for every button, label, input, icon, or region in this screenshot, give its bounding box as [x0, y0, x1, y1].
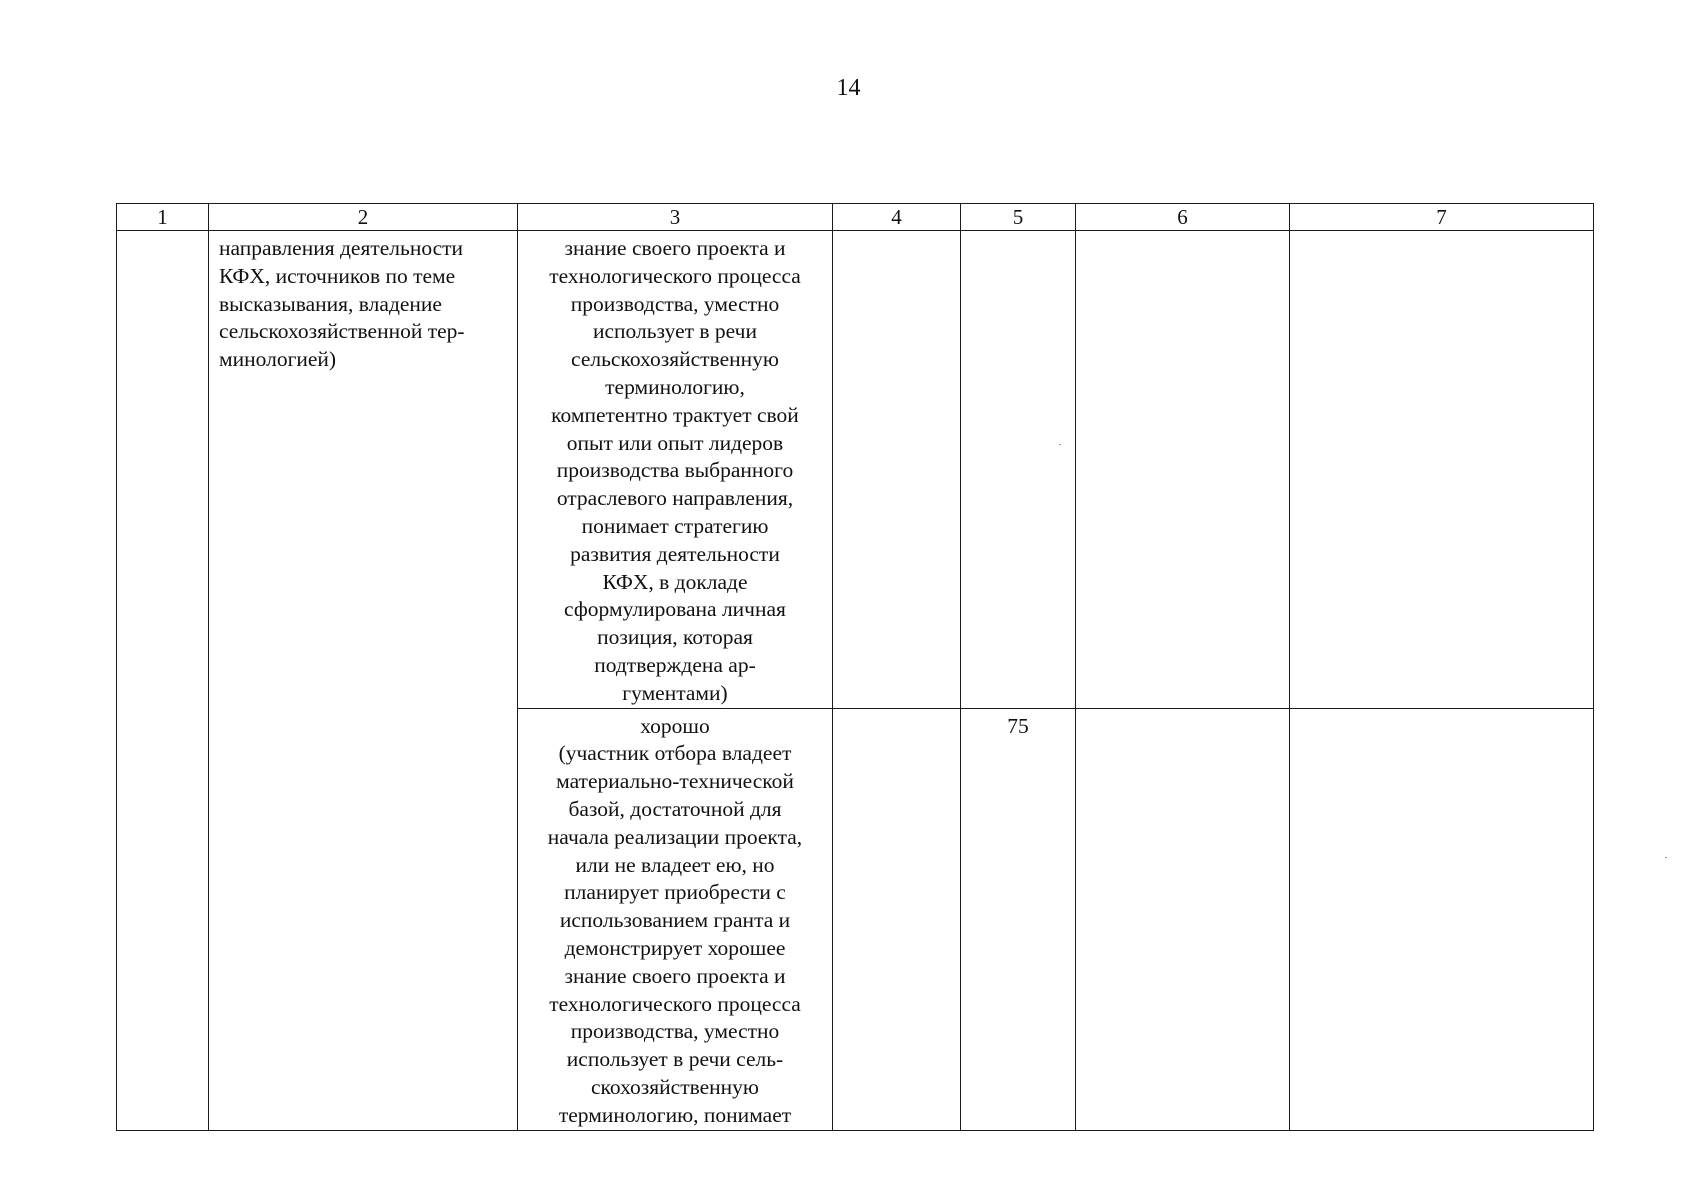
assessment-line: производства выбранного [556, 458, 794, 483]
scan-speck [1059, 444, 1061, 445]
criterion-description-cell [209, 231, 518, 1131]
assessment-line: или не владеет ею, но [575, 852, 775, 877]
score-cell: 75 [961, 708, 1076, 1130]
header-col-3: 3 [518, 204, 833, 231]
assessment-line: понимает стратегию [581, 513, 769, 538]
criterion-description-line: КФХ, источников по теме [219, 263, 456, 288]
header-row [117, 204, 1594, 231]
header-col-5: 5 [961, 204, 1076, 231]
header-col-4: 4 [833, 204, 961, 231]
row1-col1 [117, 231, 209, 1131]
assessment-line: начала реализации проекта, [547, 824, 803, 849]
header-col-1: 1 [117, 204, 209, 231]
assessment-line: терминологию, [605, 374, 745, 399]
assessment-line: планирует приобрести с [564, 880, 786, 905]
assessment-line: подтверждена ар- [594, 652, 756, 677]
assessment-line: гументами) [622, 680, 728, 705]
criterion-description-line: высказывания, владение [219, 291, 442, 316]
page-number: 14 [836, 75, 861, 101]
assessment-line: терминологию, понимает [558, 1102, 792, 1127]
criterion-description-line: направления деятельности [219, 236, 464, 260]
assessment-line: материально-технической [556, 769, 794, 794]
assessment-line: хорошо [640, 713, 710, 738]
assessment-line: отраслевого направления, [556, 486, 794, 511]
assessment-line: скохозяйственную [590, 1074, 759, 1099]
row1-col5 [961, 231, 1076, 709]
assessment-line: (участник отбора владеет [558, 741, 792, 766]
assessment-line: базой, достаточной для [568, 796, 782, 821]
assessment-line: знание своего проекта и [564, 236, 786, 260]
criterion-description-line: минологией) [219, 347, 337, 372]
assessment-level-cell [518, 708, 833, 1130]
criterion-description-line: сельскохозяйственной тер- [219, 319, 465, 344]
row2-col7 [1290, 708, 1594, 1130]
row1-col7 [1290, 231, 1594, 709]
header-col-7: 7 [1290, 204, 1594, 231]
assessment-line: КФХ, в докладе [602, 569, 748, 594]
assessment-line: технологического процесса [549, 991, 801, 1016]
assessment-line: знание своего проекта и [564, 963, 786, 988]
assessment-line: позиция, которая [597, 625, 753, 650]
assessment-line: развития деятельности [570, 541, 780, 566]
assessment-line: использует в речи [593, 319, 757, 344]
scan-speck [1665, 857, 1667, 858]
criteria-table [116, 203, 1594, 1131]
row2-col4 [833, 708, 961, 1130]
row1-col6 [1076, 231, 1290, 709]
assessment-line: использованием гранта и [559, 908, 791, 933]
table-row [117, 231, 1594, 709]
assessment-line: производства, уместно [570, 1019, 780, 1044]
row1-col4 [833, 231, 961, 709]
assessment-line: технологического процесса [549, 263, 801, 288]
assessment-level-cell [518, 231, 833, 709]
assessment-line: опыт или опыт лидеров [566, 430, 784, 455]
row2-col6 [1076, 708, 1290, 1130]
header-col-6: 6 [1076, 204, 1290, 231]
assessment-line: компетентно трактует свой [551, 402, 799, 427]
assessment-line: сформулирована личная [564, 597, 786, 622]
header-col-2: 2 [209, 204, 518, 231]
assessment-line: сельскохозяйственную [571, 347, 779, 372]
assessment-line: производства, уместно [570, 291, 780, 316]
assessment-line: использует в речи сель- [566, 1047, 784, 1072]
assessment-line: демонстрирует хорошее [564, 935, 786, 960]
